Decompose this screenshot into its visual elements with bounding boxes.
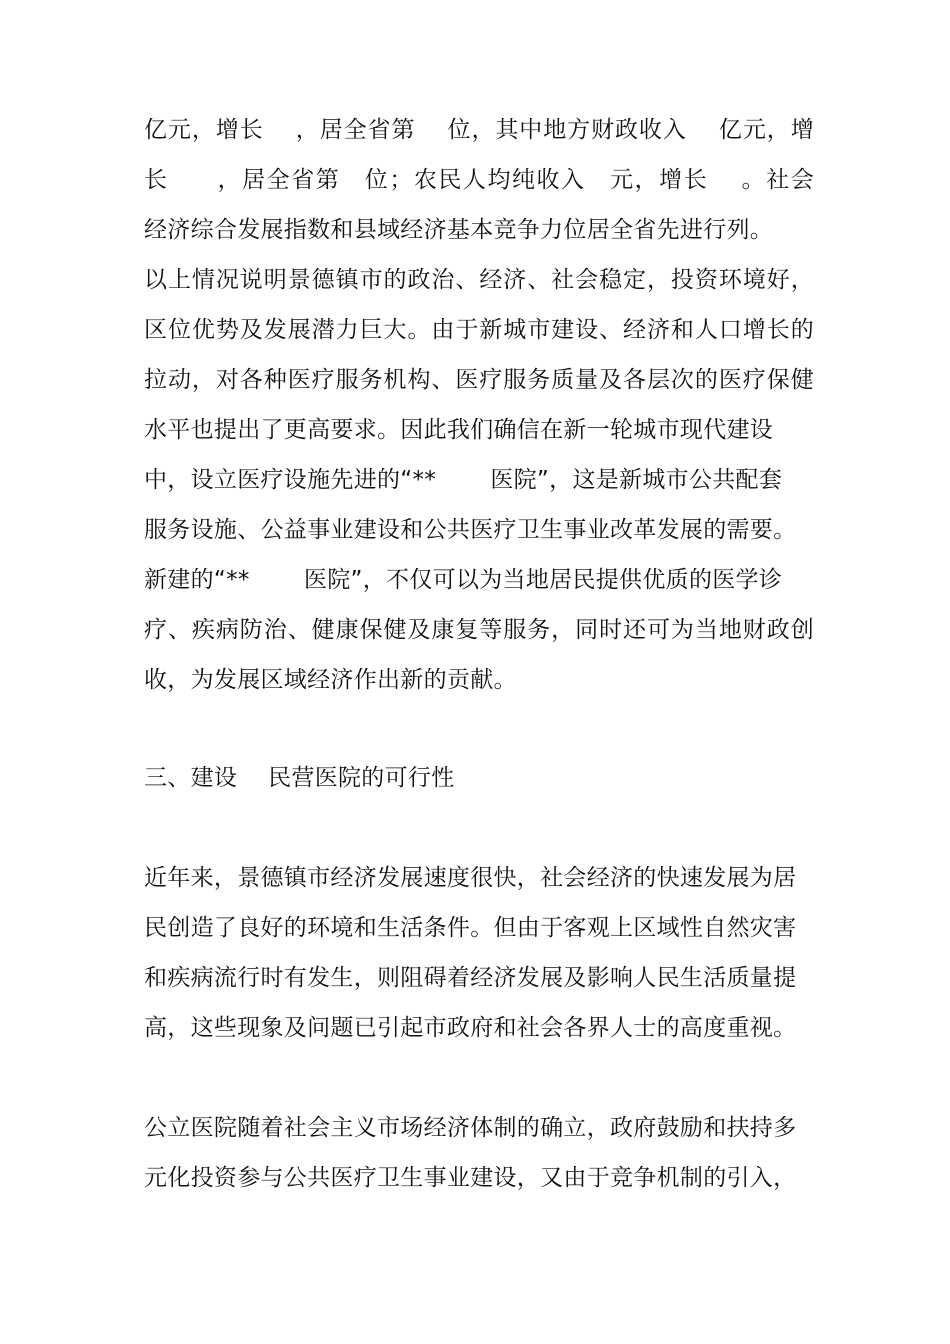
- text-line-11: 疗、疾病防治、健康保健及康复等服务，同时还可为当地财政创: [144, 617, 814, 643]
- text-line-1: 亿元，增长 ，居全省第 位，其中地方财政收入 亿元，增: [144, 117, 814, 143]
- para3-line-1: 公立医院随着社会主义市场经济体制的确立，政府鼓励和扶持多: [144, 1115, 797, 1141]
- para2-line-4: 高，这些现象及问题已引起市政府和社会各界人士的高度重视。: [144, 1015, 797, 1041]
- text-line-2: 长 ，居全省第 位；农民人均纯收入 元，增长 。社会: [144, 167, 814, 193]
- para2-line-3: 和疾病流行时有发生，则阻碍着经济发展及影响人民生活质量提: [144, 965, 797, 991]
- section-heading: 三、建设 民营医院的可行性: [144, 765, 455, 791]
- text-line-6: 拉动，对各种医疗服务机构、医疗服务质量及各层次的医疗保健: [144, 367, 814, 393]
- text-line-3: 经济综合发展指数和县域经济基本竞争力位居全省先进行列。: [144, 217, 774, 243]
- para2-line-1: 近年来，景德镇市经济发展速度很快，社会经济的快速发展为居: [144, 865, 797, 891]
- para3-line-2: 元化投资参与公共医疗卫生事业建设，又由于竞争机制的引入，: [144, 1165, 797, 1191]
- text-line-7: 水平也提出了更高要求。因此我们确信在新一轮城市现代建设: [144, 417, 774, 443]
- text-line-10: 新建的“** 医院”，不仅可以为当地居民提供优质的医学诊: [144, 567, 783, 593]
- text-line-12: 收，为发展区域经济作出新的贡献。: [144, 667, 517, 693]
- text-line-8: 中，设立医疗设施先进的“** 医院”，这是新城市公共配套: [144, 467, 783, 493]
- text-line-9: 服务设施、公益事业建设和公共医疗卫生事业改革发展的需要。: [144, 517, 797, 543]
- para2-line-2: 民创造了良好的环境和生活条件。但由于客观上区域性自然灾害: [144, 915, 797, 941]
- text-line-5: 区位优势及发展潜力巨大。由于新城市建设、经济和人口增长的: [144, 317, 814, 343]
- text-line-4: 以上情况说明景德镇市的政治、经济、社会稳定，投资环境好，: [144, 267, 814, 293]
